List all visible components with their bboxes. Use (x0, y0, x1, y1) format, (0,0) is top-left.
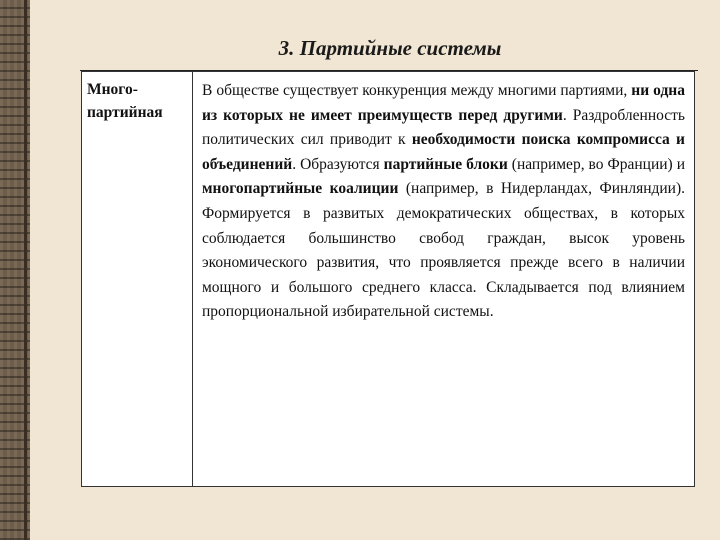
row-description (193, 72, 694, 486)
text-segment: . Образуются (292, 155, 384, 173)
decorative-border (0, 0, 30, 540)
text-segment: (например, во Франции) и (507, 155, 685, 173)
text-segment: . Раздробленность политических сил приводит к (202, 106, 685, 149)
slide-title: 3. Партийные системы (278, 36, 502, 60)
row-label-line-1: Много- (87, 81, 138, 98)
row-label-line-2: партийная (87, 104, 163, 121)
text-emphasis: партийные блоки (383, 155, 508, 173)
text-emphasis: ни одна из которых не имеет преимуществ перед другими (202, 82, 685, 124)
text-segment: В обществе существует конкуренция между многими партиями, (202, 82, 632, 99)
content-table (81, 71, 695, 487)
text-segment: (например, в Нидерландах, Финляндии). Формируется в развитых демократических обществах, в которых соблюдается большинство свобод граждан, высок уровень экономического развития, что проявляется прежде всего в наличии мощного и большого среднего класса. Складывается под влиянием пропорциональной избирательной системы. (202, 180, 686, 321)
text-emphasis: многопартийные коалиции (202, 180, 399, 198)
row-label (82, 72, 193, 486)
text-emphasis: необходимости поиска компромисса и объединений (202, 131, 685, 173)
